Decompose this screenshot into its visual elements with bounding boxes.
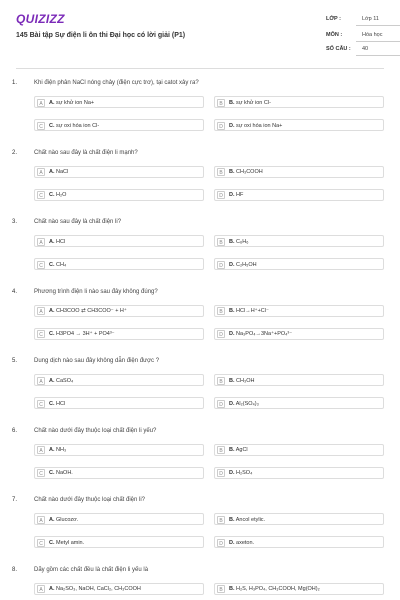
option-key: A. xyxy=(49,447,55,453)
answer-option-d[interactable] xyxy=(214,258,384,270)
answer-option-a[interactable] xyxy=(34,166,204,178)
option-key: C. xyxy=(49,470,55,476)
option-letter-box: A xyxy=(37,516,45,524)
option-key: D. xyxy=(229,400,235,407)
option-letter-box: A xyxy=(37,168,45,176)
option-value: CH₄ xyxy=(56,261,67,268)
answer-option-a[interactable] xyxy=(34,374,204,386)
option-text xyxy=(49,169,68,175)
option-value: sự khử ion Cl- xyxy=(236,99,271,106)
option-value: NaCl xyxy=(56,169,69,175)
question-text: Chất nào dưới đây thuộc loại chất điện li yếu? xyxy=(34,427,157,434)
option-text xyxy=(229,378,254,384)
answer-option-c[interactable] xyxy=(34,536,204,548)
option-letter-box: D xyxy=(217,330,225,338)
option-text xyxy=(49,586,141,592)
question-number: 7. xyxy=(12,497,18,503)
option-letter-box: B xyxy=(217,238,225,246)
option-letter-box: B xyxy=(217,377,225,385)
question-number: 5. xyxy=(12,358,18,364)
answer-option-c[interactable] xyxy=(34,467,204,479)
option-key: B. xyxy=(229,169,235,175)
option-text xyxy=(229,447,248,453)
option-value: H₂O xyxy=(56,192,67,198)
option-letter-box: A xyxy=(37,446,45,454)
meta-label: MÔN : xyxy=(326,32,343,38)
option-letter-box: B xyxy=(217,168,225,176)
question-number: 1. xyxy=(12,80,18,86)
answer-option-d[interactable] xyxy=(214,536,384,548)
option-text xyxy=(229,100,271,106)
question-text: Chất nào sau đây là chất điện li? xyxy=(34,219,122,225)
answer-option-b[interactable] xyxy=(214,305,384,317)
option-letter-box: C xyxy=(37,330,45,338)
question-text: Khi điện phân NaCl nóng chảy (điện cực trơ), tại catot xảy ra? xyxy=(34,80,199,86)
option-text xyxy=(49,100,94,106)
option-text xyxy=(229,169,263,175)
answer-option-d[interactable] xyxy=(214,397,384,409)
answer-option-b[interactable] xyxy=(214,166,384,178)
option-text xyxy=(49,517,78,523)
option-value: axeton. xyxy=(236,539,255,546)
question-number: 6. xyxy=(12,427,18,434)
option-letter-box: B xyxy=(217,307,225,315)
option-key: A. xyxy=(49,586,55,592)
option-key: D. xyxy=(229,331,235,337)
meta-value: 40 xyxy=(362,46,369,52)
option-letter-box: A xyxy=(37,99,45,107)
option-value: H₂S, H₃PO₄, CH₃COOH, Mg(OH)₂ xyxy=(236,586,320,592)
option-letter-box: D xyxy=(217,122,225,130)
option-letter-box: B xyxy=(217,99,225,107)
option-value: HCl→H⁺+Cl⁻ xyxy=(236,308,269,314)
answer-option-d[interactable] xyxy=(214,467,384,479)
option-key: B. xyxy=(229,308,235,314)
option-text xyxy=(229,308,269,314)
option-text xyxy=(49,401,65,407)
answer-option-c[interactable] xyxy=(34,397,204,409)
option-letter-box: A xyxy=(37,585,45,593)
option-text xyxy=(49,123,99,129)
option-key: D. xyxy=(229,470,235,476)
option-value: Al₂(SO₄)₃ xyxy=(235,400,259,407)
question-text: Phương trình điện li nào sau đây không đúng? xyxy=(34,288,158,295)
answer-option-b[interactable] xyxy=(214,235,384,247)
option-text xyxy=(49,192,66,198)
option-letter-box: B xyxy=(217,516,225,524)
option-key: C. xyxy=(49,192,55,198)
option-letter-box: C xyxy=(37,191,45,199)
option-text xyxy=(229,262,257,268)
option-key: C. xyxy=(49,400,55,407)
option-value: Na₃PO₄→3Na⁺+PO₄³⁻ xyxy=(236,331,293,337)
option-letter-box: A xyxy=(37,307,45,315)
meta-label: SỐ CÂU : xyxy=(326,46,351,52)
option-text xyxy=(229,586,320,592)
question-number: 4. xyxy=(12,288,18,295)
option-text xyxy=(49,308,127,314)
meta-label: LỚP : xyxy=(326,16,341,22)
option-key: C. xyxy=(49,122,55,129)
question-number: 3. xyxy=(12,219,18,225)
option-key: B. xyxy=(229,99,235,106)
option-key: B. xyxy=(229,447,235,453)
question-number: 2. xyxy=(12,149,18,156)
option-value: Metyl amin. xyxy=(56,539,85,546)
option-key: D. xyxy=(229,539,235,546)
option-value: NH₃ xyxy=(56,447,67,453)
quizizz-logo: QUIZIZZ xyxy=(16,12,65,26)
option-key: C. xyxy=(49,331,55,337)
option-key: C. xyxy=(49,539,55,546)
meta-underline xyxy=(356,55,400,56)
option-text xyxy=(229,540,254,546)
option-text xyxy=(49,239,65,245)
option-text xyxy=(229,517,265,523)
option-value: CaSO₄ xyxy=(56,377,74,384)
answer-option-c[interactable] xyxy=(34,328,204,340)
option-key: C. xyxy=(49,261,55,268)
option-text xyxy=(229,470,252,476)
option-value: HCl xyxy=(56,400,66,407)
header xyxy=(0,0,400,70)
option-value: sự oxi hóa ion Na+ xyxy=(236,122,283,129)
answer-option-b[interactable] xyxy=(214,444,384,456)
question-number: 8. xyxy=(12,566,18,573)
option-key: D. xyxy=(229,192,235,198)
answer-option-d[interactable] xyxy=(214,189,384,201)
option-letter-box: B xyxy=(217,446,225,454)
answer-option-a[interactable] xyxy=(34,444,204,456)
option-text xyxy=(229,239,248,245)
answer-option-c[interactable] xyxy=(34,119,204,131)
option-text xyxy=(229,401,259,407)
answer-option-d[interactable] xyxy=(214,119,384,131)
question-text: Dung dịch nào sau đây không dẫn điện được ? xyxy=(34,358,160,364)
option-key: A. xyxy=(49,516,55,523)
answer-option-a[interactable] xyxy=(34,96,204,108)
header-divider xyxy=(16,68,384,69)
meta-underline xyxy=(356,25,400,26)
option-text xyxy=(49,262,66,268)
option-value: C₂H₅OH xyxy=(236,261,257,268)
option-value: Glucozơ. xyxy=(56,516,79,523)
option-text xyxy=(229,123,282,129)
option-value: CH3COO ⇄ CH3COO⁻ + H⁺ xyxy=(56,308,127,314)
answer-option-c[interactable] xyxy=(34,189,204,201)
option-text xyxy=(229,192,243,198)
meta-underline xyxy=(356,41,400,42)
option-key: A. xyxy=(49,377,55,384)
answer-option-a[interactable] xyxy=(34,583,204,595)
option-letter-box: C xyxy=(37,400,45,408)
answer-option-b[interactable] xyxy=(214,374,384,386)
option-value: H3PO4 → 3H⁺ + PO4³⁻ xyxy=(56,331,115,337)
option-value: HCl xyxy=(56,238,66,245)
answer-option-b[interactable] xyxy=(214,96,384,108)
option-key: B. xyxy=(229,516,235,523)
option-value: H₂SO₄ xyxy=(236,470,253,476)
option-letter-box: D xyxy=(217,191,225,199)
option-key: D. xyxy=(229,122,235,129)
option-key: A. xyxy=(49,169,55,175)
option-value: C₆H₆ xyxy=(236,238,249,245)
option-key: B. xyxy=(229,377,235,384)
option-text xyxy=(49,470,73,476)
meta-value: Hóa học xyxy=(362,32,383,38)
option-letter-box: D xyxy=(217,539,225,547)
document-title: 145 Bài tập Sự điện li ôn thi Đại học có lời giải (P1) xyxy=(16,32,186,39)
option-key: D. xyxy=(229,261,235,268)
option-key: A. xyxy=(49,99,55,106)
option-key: A. xyxy=(49,238,55,245)
option-value: sự oxi hóa ion Cl- xyxy=(56,122,100,129)
answer-option-b[interactable] xyxy=(214,513,384,525)
option-letter-box: C xyxy=(37,122,45,130)
answer-option-a[interactable] xyxy=(34,235,204,247)
option-text xyxy=(49,540,84,546)
meta-value: Lớp 11 xyxy=(362,16,379,22)
answer-option-b[interactable] xyxy=(214,583,384,595)
option-letter-box: D xyxy=(217,400,225,408)
option-key: A. xyxy=(49,308,55,314)
answer-option-d[interactable] xyxy=(214,328,384,340)
option-letter-box: C xyxy=(37,261,45,269)
option-value: Ancol etylic. xyxy=(235,516,266,523)
answer-option-c[interactable] xyxy=(34,258,204,270)
option-value: AgCl xyxy=(235,447,248,453)
question-text: Chất nào sau đây là chất điện li mạnh? xyxy=(34,149,138,156)
option-value: NaOH. xyxy=(56,470,73,476)
option-value: CH₃OH xyxy=(236,377,255,384)
option-letter-box: C xyxy=(37,539,45,547)
option-key: B. xyxy=(229,586,235,592)
option-text xyxy=(229,331,292,337)
option-letter-box: A xyxy=(37,238,45,246)
answer-option-a[interactable] xyxy=(34,305,204,317)
question-text: Dãy gồm các chất đều là chất điện li yếu là xyxy=(34,566,149,573)
question-text: Chất nào dưới đây thuộc loại chất điện li? xyxy=(34,497,146,503)
option-letter-box: D xyxy=(217,469,225,477)
option-value: HF xyxy=(236,192,244,198)
option-value: Na₂SO₃, NaOH, CaCl₂, CH₃COOH xyxy=(56,586,141,592)
option-text xyxy=(49,378,73,384)
answer-option-a[interactable] xyxy=(34,513,204,525)
option-value: sự khử ion Na+ xyxy=(56,99,95,106)
option-text xyxy=(49,447,66,453)
option-letter-box: D xyxy=(217,261,225,269)
option-value: CH₃COOH xyxy=(236,169,263,175)
option-text xyxy=(49,331,115,337)
option-letter-box: C xyxy=(37,469,45,477)
option-key: B. xyxy=(229,238,235,245)
option-letter-box: B xyxy=(217,585,225,593)
option-letter-box: A xyxy=(37,377,45,385)
